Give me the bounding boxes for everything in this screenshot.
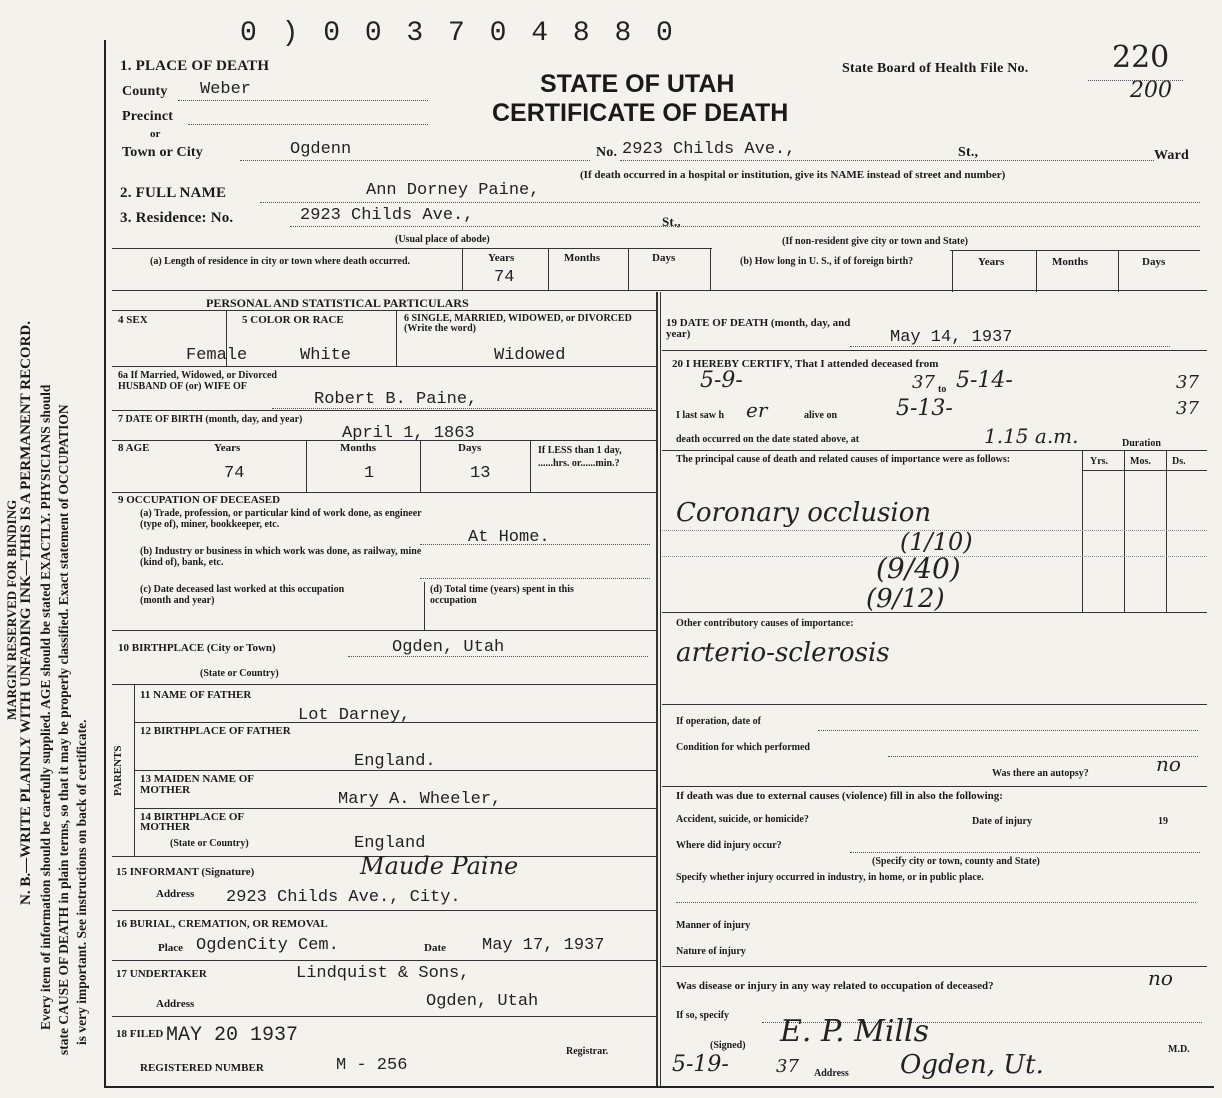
res-years-value: 74 <box>494 268 515 287</box>
marital-value: Widowed <box>494 346 566 365</box>
burial-place-value: OgdenCity Cem. <box>196 936 339 955</box>
occupation-value: At Home. <box>468 528 550 547</box>
other-causes-label: Other contributory causes of importance: <box>676 618 854 629</box>
filed-label: 18 FILED <box>116 1028 164 1040</box>
cause-ratio-3: (9/12) <box>866 584 945 614</box>
burial-label: 16 BURIAL, CREMATION, OR REMOVAL <box>116 918 328 930</box>
burial-date-value: May 17, 1937 <box>482 936 605 955</box>
informant-address-label: Address <box>156 888 195 900</box>
duration-mos-header: Mos. <box>1130 456 1151 467</box>
manner-injury-label: Manner of injury <box>676 920 751 931</box>
father-birthplace-label: 12 BIRTHPLACE OF FATHER <box>140 725 291 737</box>
specify-city-note: (Specify city or town, county and State) <box>872 856 1040 867</box>
occupation-label: 9 OCCUPATION OF DECEASED <box>118 494 281 506</box>
undertaker-value: Lindquist & Sons, <box>296 964 470 983</box>
file-stamp-number: 0 ) 0 0 3 7 0 4 8 8 0 <box>240 18 677 49</box>
occupation-related-label: Was disease or injury in any way related to occupation of deceased? <box>676 980 994 992</box>
birthplace-label: 10 BIRTHPLACE (City or Town) <box>118 642 276 654</box>
father-birthplace-value: England. <box>354 752 436 771</box>
cause-ratio-1: (1/10) <box>900 528 973 556</box>
age-months-header: Months <box>340 442 377 454</box>
undertaker-label: 17 UNDERTAKER <box>116 968 207 980</box>
marital-label: 6 SINGLE, MARRIED, WIDOWED, or DIVORCED (Write the word) <box>404 313 632 334</box>
autopsy-value: no <box>1156 752 1181 776</box>
signed-date: 5-19- <box>672 1052 729 1077</box>
specify-industry-label: Specify whether injury occurred in industry, in home, or in public place. <box>676 872 984 883</box>
state-file-number: 220 <box>1112 40 1170 75</box>
date-of-death-label: 19 DATE OF DEATH (month, day, and year) <box>666 317 851 340</box>
dob-label: 7 DATE OF BIRTH (month, day, and year) <box>118 414 303 425</box>
binding-margin-text: MARGIN RESERVED FOR BINDING <box>4 499 19 720</box>
attended-to-year: 37 <box>1176 372 1199 393</box>
age-years-header: Years <box>214 442 241 454</box>
parents-label: PARENTS <box>112 745 124 796</box>
injury-year-label: 19 <box>1158 816 1168 827</box>
county-value: Weber <box>200 80 252 99</box>
death-street-value: 2923 Childs Ave., <box>622 140 796 159</box>
operation-label: If operation, date of <box>676 716 761 727</box>
burial-date-label: Date <box>424 942 446 954</box>
birthplace-state-note: (State or Country) <box>200 668 279 679</box>
state-file-correction: 200 <box>1130 78 1172 103</box>
duration-label: Duration <box>1122 438 1161 449</box>
age-days-value: 13 <box>470 464 491 483</box>
instructions-line-3: is very important. See instructions on back of certificate. <box>74 719 89 1045</box>
external-causes-label: If death was due to external causes (violence) fill in also the following: <box>676 790 1003 802</box>
other-causes-value: arterio-sclerosis <box>676 638 890 668</box>
autopsy-label: Was there an autopsy? <box>992 768 1089 779</box>
alive-on-label: alive on <box>804 410 838 421</box>
father-value: Lot Darney, <box>298 706 411 725</box>
mother-birthplace-label: 14 BIRTHPLACE OF MOTHER <box>140 811 244 833</box>
street-no-label: No. <box>596 145 618 160</box>
death-occurred-label: death occurred on the date stated above, at <box>676 434 860 445</box>
instructions-line-1: Every item of information should be carefully supplied. AGE should be stated EXACTLY. PHYSICIANS should <box>38 384 53 1030</box>
occupation-b-label: (b) Industry or business in which work was done, as railway, mine (kind of), bank, etc. <box>140 546 422 568</box>
attended-from-year: 37 <box>912 372 935 393</box>
mother-birthplace-value: England <box>354 834 426 853</box>
county-label: County <box>122 84 168 99</box>
foreign-birth-label: (b) How long in U. S., if of foreign birth? <box>740 256 914 267</box>
residence-st-label: St., <box>662 214 681 229</box>
less-than-day-label: If LESS than 1 day, ......hrs. or......min.? <box>538 445 622 469</box>
date-of-death-value: May 14, 1937 <box>890 328 1013 347</box>
state-file-label: State Board of Health File No. <box>842 61 1029 76</box>
cause-primary: Coronary occlusion <box>676 498 932 528</box>
us-months-header: Months <box>1052 256 1089 268</box>
color-value: White <box>300 346 352 365</box>
non-resident-note: (If non-resident give city or town and State) <box>782 236 969 247</box>
sex-value: Female <box>186 346 248 365</box>
father-label: 11 NAME OF FATHER <box>140 689 252 701</box>
undertaker-address-value: Ogden, Utah <box>426 992 539 1011</box>
where-injury-label: Where did injury occur? <box>676 840 782 851</box>
mother-bp-state-note: (State or Country) <box>170 838 249 849</box>
hospital-note: (If death occurred in a hospital or institution, give its NAME instead of street and number) <box>580 169 1006 181</box>
occupation-related-value: no <box>1148 966 1173 990</box>
length-residence-label: (a) Length of residence in city or town where death occurred. <box>150 256 411 267</box>
nature-injury-label: Nature of injury <box>676 946 746 957</box>
or-label: or <box>150 128 161 140</box>
registered-number-label: REGISTERED NUMBER <box>140 1062 264 1074</box>
personal-heading: PERSONAL AND STATISTICAL PARTICULARS <box>206 296 469 310</box>
street-st-label: St., <box>958 145 979 160</box>
certify-statement: 20 I HEREBY CERTIFY, That I attended deceased from <box>672 358 939 370</box>
occupation-a-label: (a) Trade, profession, or particular kind of work done, as engineer (type of), miner, bookkeeper, etc. <box>140 508 422 530</box>
duration-ds-header: Ds. <box>1172 456 1186 467</box>
last-saw-pronoun: er <box>746 398 768 422</box>
usual-abode-note: (Usual place of abode) <box>395 234 490 245</box>
attended-to: 5-14- <box>956 368 1013 393</box>
alive-on-year: 37 <box>1176 398 1199 419</box>
informant-signature: Maude Paine <box>360 852 519 880</box>
last-saw-label: I last saw h <box>676 410 725 421</box>
sex-label: 4 SEX <box>118 314 148 326</box>
undertaker-address-label: Address <box>156 998 195 1010</box>
res-days-header: Days <box>652 252 676 264</box>
place-of-death-heading: 1. PLACE OF DEATH <box>120 58 270 74</box>
filed-date-stamp: MAY 20 1937 <box>166 1024 299 1047</box>
cause-ratio-2: (9/40) <box>876 552 961 585</box>
physician-address-label: Address <box>814 1068 849 1079</box>
time-of-death: 1.15 a.m. <box>984 424 1079 448</box>
spouse-value: Robert B. Paine, <box>314 390 478 409</box>
cause-label: The principal cause of death and related causes of importance were as follows: <box>676 454 1011 465</box>
mother-value: Mary A. Wheeler, <box>338 790 502 809</box>
town-label: Town or City <box>122 145 203 160</box>
age-years-value: 74 <box>224 464 245 483</box>
certificate-subtitle: CERTIFICATE OF DEATH <box>492 99 789 127</box>
signed-label: (Signed) <box>710 1040 746 1051</box>
attended-from: 5-9- <box>700 368 743 393</box>
res-months-header: Months <box>564 252 601 264</box>
mother-label: 13 MAIDEN NAME OF MOTHER <box>140 773 254 796</box>
color-label: 5 COLOR OR RACE <box>242 314 344 326</box>
age-days-header: Days <box>458 442 482 454</box>
town-value: Ogdenn <box>290 140 352 159</box>
res-years-header: Years <box>488 252 515 264</box>
dob-value: April 1, 1863 <box>342 424 475 443</box>
condition-label: Condition for which performed <box>676 742 810 753</box>
occupation-d-label: (d) Total time (years) spent in this occupation <box>430 584 574 606</box>
informant-address-value: 2923 Childs Ave., City. <box>226 888 461 907</box>
residence-value: 2923 Childs Ave., <box>300 206 474 225</box>
occupation-c-label: (c) Date deceased last worked at this occupation (month and year) <box>140 584 345 606</box>
residence-label: 3. Residence: No. <box>120 210 234 226</box>
burial-place-label: Place <box>158 942 184 954</box>
informant-label: 15 INFORMANT (Signature) <box>116 866 255 878</box>
us-days-header: Days <box>1142 256 1166 268</box>
us-years-header: Years <box>978 256 1005 268</box>
precinct-label: Precinct <box>122 109 174 124</box>
registered-number-value: M - 256 <box>336 1056 408 1075</box>
full-name-value: Ann Dorney Paine, <box>366 181 540 200</box>
duration-yrs-header: Yrs. <box>1090 456 1109 467</box>
spouse-label: 6a If Married, Widowed, or Divorced HUSBAND OF (or) WIFE OF <box>118 370 277 392</box>
registrar-label: Registrar. <box>566 1046 609 1057</box>
signed-year: 37 <box>776 1056 799 1077</box>
physician-signature: E. P. Mills <box>780 1014 930 1049</box>
injury-date-label: Date of injury <box>972 816 1032 827</box>
age-label: 8 AGE <box>118 442 150 454</box>
birthplace-value: Ogden, Utah <box>392 638 505 657</box>
alive-on-date: 5-13- <box>896 396 953 421</box>
permanent-record-notice: N. B.—WRITE PLAINLY WITH UNFADING INK—THIS IS A PERMANENT RECORD. <box>18 321 34 905</box>
certificate-title: STATE OF UTAH <box>540 70 735 98</box>
age-months-value: 1 <box>364 464 375 483</box>
md-label: M.D. <box>1168 1044 1190 1055</box>
full-name-label: 2. FULL NAME <box>120 185 227 201</box>
ward-label: Ward <box>1154 148 1190 163</box>
physician-address-value: Ogden, Ut. <box>900 1050 1044 1080</box>
if-so-specify-label: If so, specify <box>676 1010 730 1021</box>
accident-label: Accident, suicide, or homicide? <box>676 814 809 825</box>
attended-to-label: to <box>938 384 947 395</box>
instructions-line-2: state CAUSE OF DEATH in plain terms, so that it may be properly classified. Exact statement of OCCUPATION <box>56 404 71 1055</box>
